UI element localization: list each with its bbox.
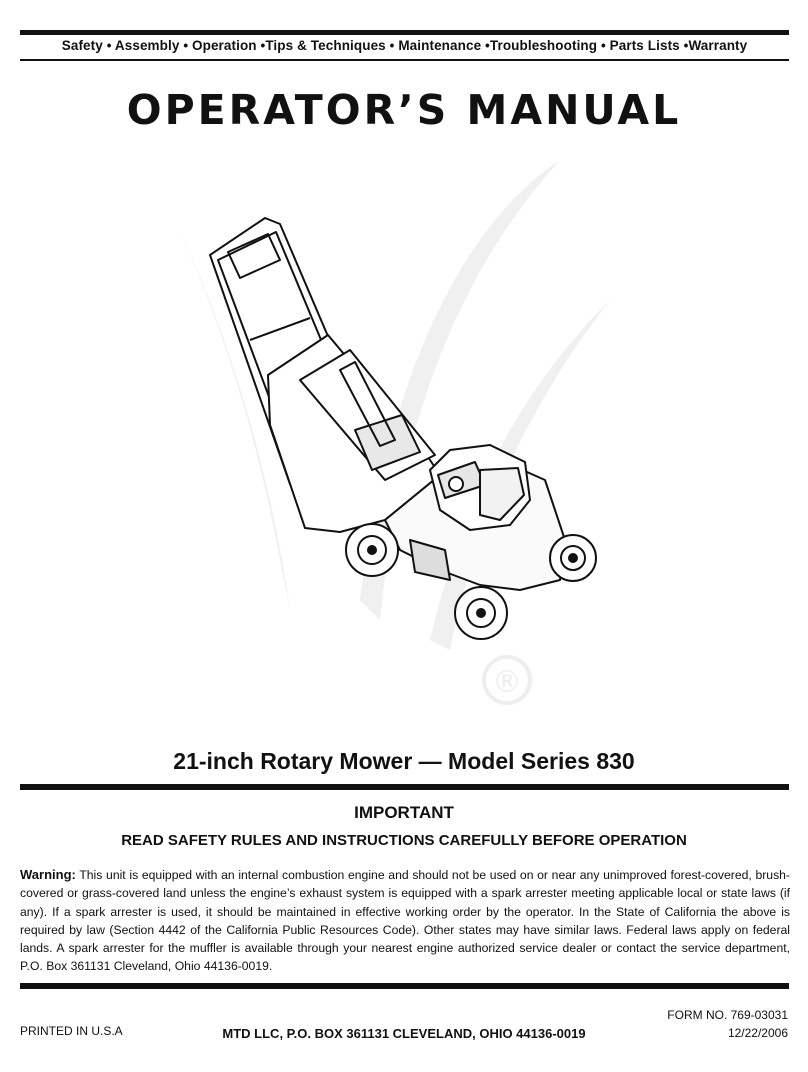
form-date: 12/22/2006 [727, 1026, 788, 1040]
nav-rule [20, 59, 789, 61]
instruction-heading: READ SAFETY RULES AND INSTRUCTIONS CAREFULLY BEFORE OPERATION [121, 832, 687, 849]
section-list: Safety • Assembly • Operation •Tips & Techniques • Maintenance •Troubleshooting • Parts Lists •Warranty [61, 38, 748, 53]
mower-illustration [140, 140, 700, 720]
manual-title: OPERATOR’S MANUAL [126, 86, 682, 134]
company-address: MTD LLC, P.O. BOX 361131 CLEVELAND, OHIO 44136-0019 [222, 1026, 586, 1041]
footer-rule [20, 983, 789, 989]
warning-label: Warning: [20, 867, 76, 882]
top-rule [20, 30, 789, 35]
model-rule [20, 784, 789, 790]
warning-paragraph [20, 866, 790, 976]
warning-text: This unit is equipped with an internal combustion engine and should not be used on or near any unimproved forest-covered, brush-covered or grass-covered land unless the engine’s exhaust system is equipped with a spark arrester meeting applicable local or state laws (if any). If a spark arrester is used, it should be maintained in effective working order by the operator. In the State of California the above is required by law (Section 4442 of the California Public Resources Code). Other states may have similar laws. Federal laws apply on federal lands. A spark arrester for the muffler is available through your nearest engine authorized service dealer or contact the service department, P.O. Box 361131 Cleveland, Ohio 44136-0019. [20, 868, 790, 974]
form-number: FORM NO. 769-03031 [667, 1008, 788, 1022]
important-heading: IMPORTANT [354, 803, 454, 822]
svg-text:®: ® [492, 665, 522, 700]
model-heading: 21-inch Rotary Mower — Model Series 830 [173, 748, 635, 774]
printed-in: PRINTED IN U.S.A [20, 1024, 123, 1038]
mower [210, 218, 596, 639]
